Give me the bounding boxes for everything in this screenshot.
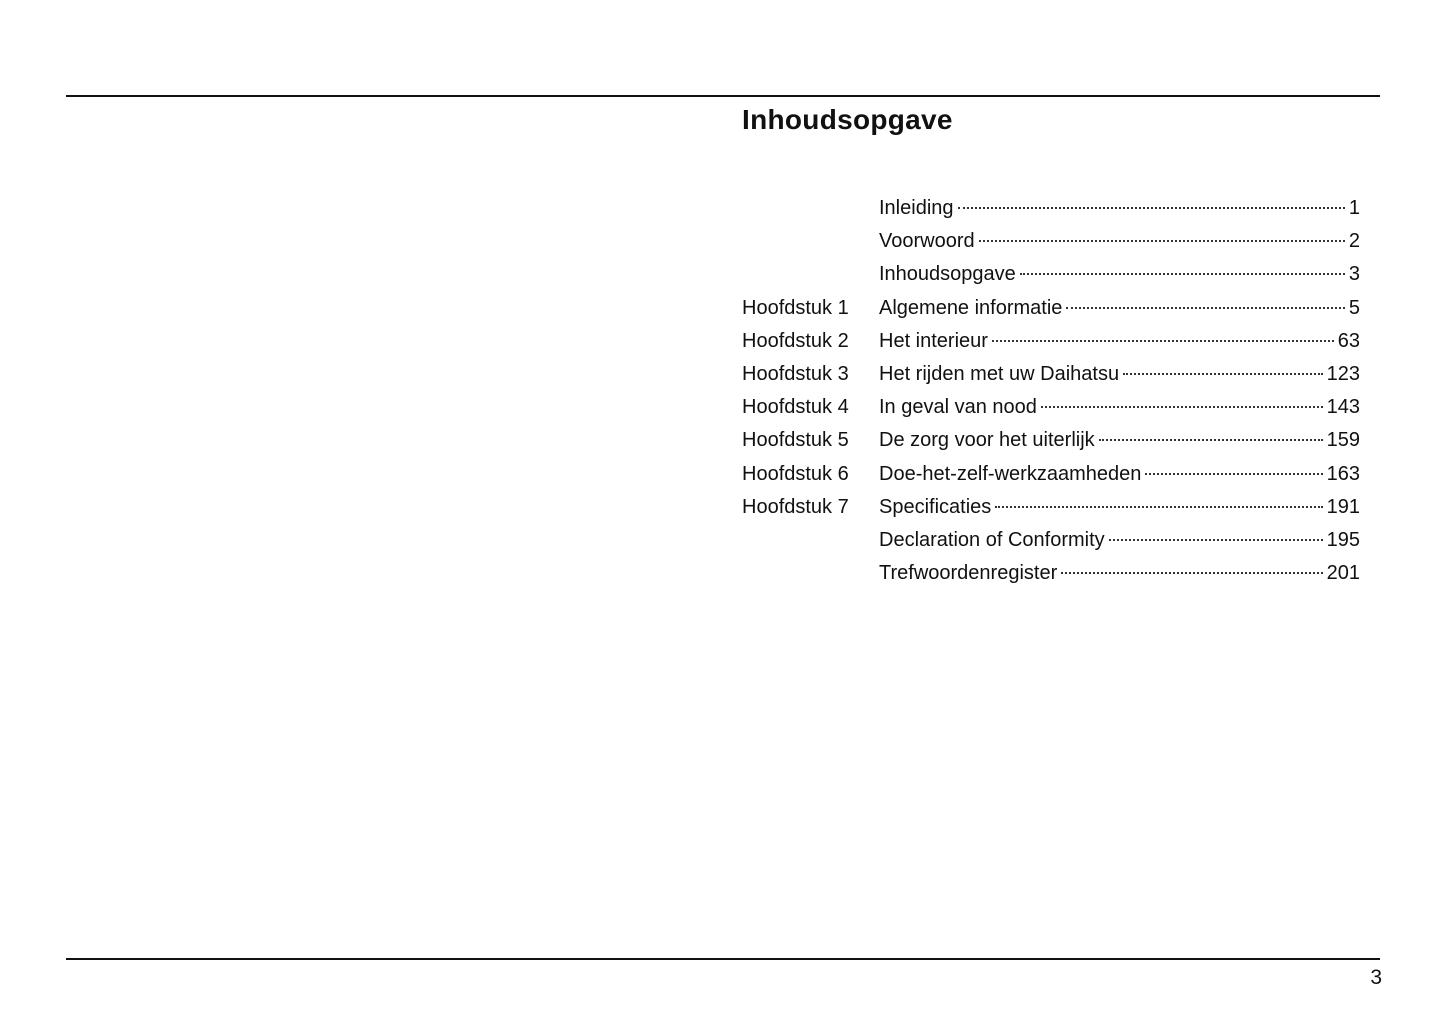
toc-entry[interactable]: [742, 325, 1360, 358]
dot-leader: [1066, 307, 1344, 309]
toc-chapter: Hoofdstuk 6: [742, 462, 849, 485]
dot-leader: [1109, 539, 1323, 541]
toc-label: Declaration of Conformity: [879, 528, 1105, 551]
toc-label: Doe-het-zelf-werkzaamheden: [879, 462, 1142, 485]
page-number: 3: [1370, 966, 1382, 989]
toc-label: Inhoudsopgave: [879, 263, 1016, 286]
toc-entry[interactable]: [742, 491, 1360, 524]
toc-entry[interactable]: [742, 225, 1360, 258]
dot-leader: [1020, 273, 1345, 275]
toc-chapter: Hoofdstuk 3: [742, 362, 849, 385]
toc-page-number: 159: [1326, 429, 1360, 452]
toc-page-number: 3: [1348, 263, 1360, 286]
toc-entry[interactable]: [742, 557, 1360, 590]
dot-leader: [1145, 473, 1322, 475]
toc-chapter: Hoofdstuk 1: [742, 296, 849, 319]
toc-page-number: 1: [1348, 197, 1360, 219]
bottom-rule: [66, 958, 1380, 960]
top-rule: [66, 95, 1380, 97]
dot-leader: [1061, 572, 1322, 574]
toc-entry[interactable]: [742, 424, 1360, 457]
table-of-contents: [742, 192, 1360, 590]
dot-leader: [1123, 373, 1323, 375]
toc-label: In geval van nood: [879, 396, 1037, 419]
toc-entry[interactable]: [742, 192, 1360, 225]
toc-label: Het interieur: [879, 329, 988, 352]
toc-entry[interactable]: [742, 524, 1360, 557]
dot-leader: [992, 340, 1334, 342]
toc-page-number: 143: [1326, 396, 1360, 419]
toc-label: Specificaties: [879, 495, 992, 518]
dot-leader: [1099, 439, 1323, 441]
toc-page-number: 163: [1326, 462, 1360, 485]
dot-leader: [1041, 406, 1323, 408]
toc-entry[interactable]: [742, 292, 1360, 325]
toc-page-number: 5: [1348, 296, 1360, 319]
toc-page-number: 63: [1337, 329, 1360, 352]
toc-page-number: 191: [1326, 495, 1360, 518]
toc-label: De zorg voor het uiterlijk: [879, 429, 1095, 452]
toc-entry[interactable]: [742, 358, 1360, 391]
toc-label: Inleiding: [879, 197, 954, 219]
toc-page-number: 123: [1326, 362, 1360, 385]
toc-chapter: Hoofdstuk 5: [742, 429, 849, 452]
toc-chapter: Hoofdstuk 7: [742, 495, 849, 518]
toc-page-number: 201: [1326, 562, 1360, 585]
toc-label: Algemene informatie: [879, 296, 1063, 319]
toc-entry[interactable]: [742, 258, 1360, 291]
toc-label: Het rijden met uw Daihatsu: [879, 362, 1120, 385]
dot-leader: [995, 506, 1322, 508]
toc-label: Voorwoord: [879, 230, 975, 253]
toc-chapter: Hoofdstuk 2: [742, 329, 849, 352]
toc-label: Trefwoordenregister: [879, 562, 1058, 585]
toc-page-number: 195: [1326, 528, 1360, 551]
toc-page-number: 2: [1348, 230, 1360, 253]
toc-entry[interactable]: [742, 391, 1360, 424]
toc-entry[interactable]: [742, 458, 1360, 491]
dot-leader: [979, 240, 1345, 242]
toc-chapter: Hoofdstuk 4: [742, 396, 849, 419]
dot-leader: [958, 207, 1345, 209]
page-title: Inhoudsopgave: [742, 104, 953, 135]
